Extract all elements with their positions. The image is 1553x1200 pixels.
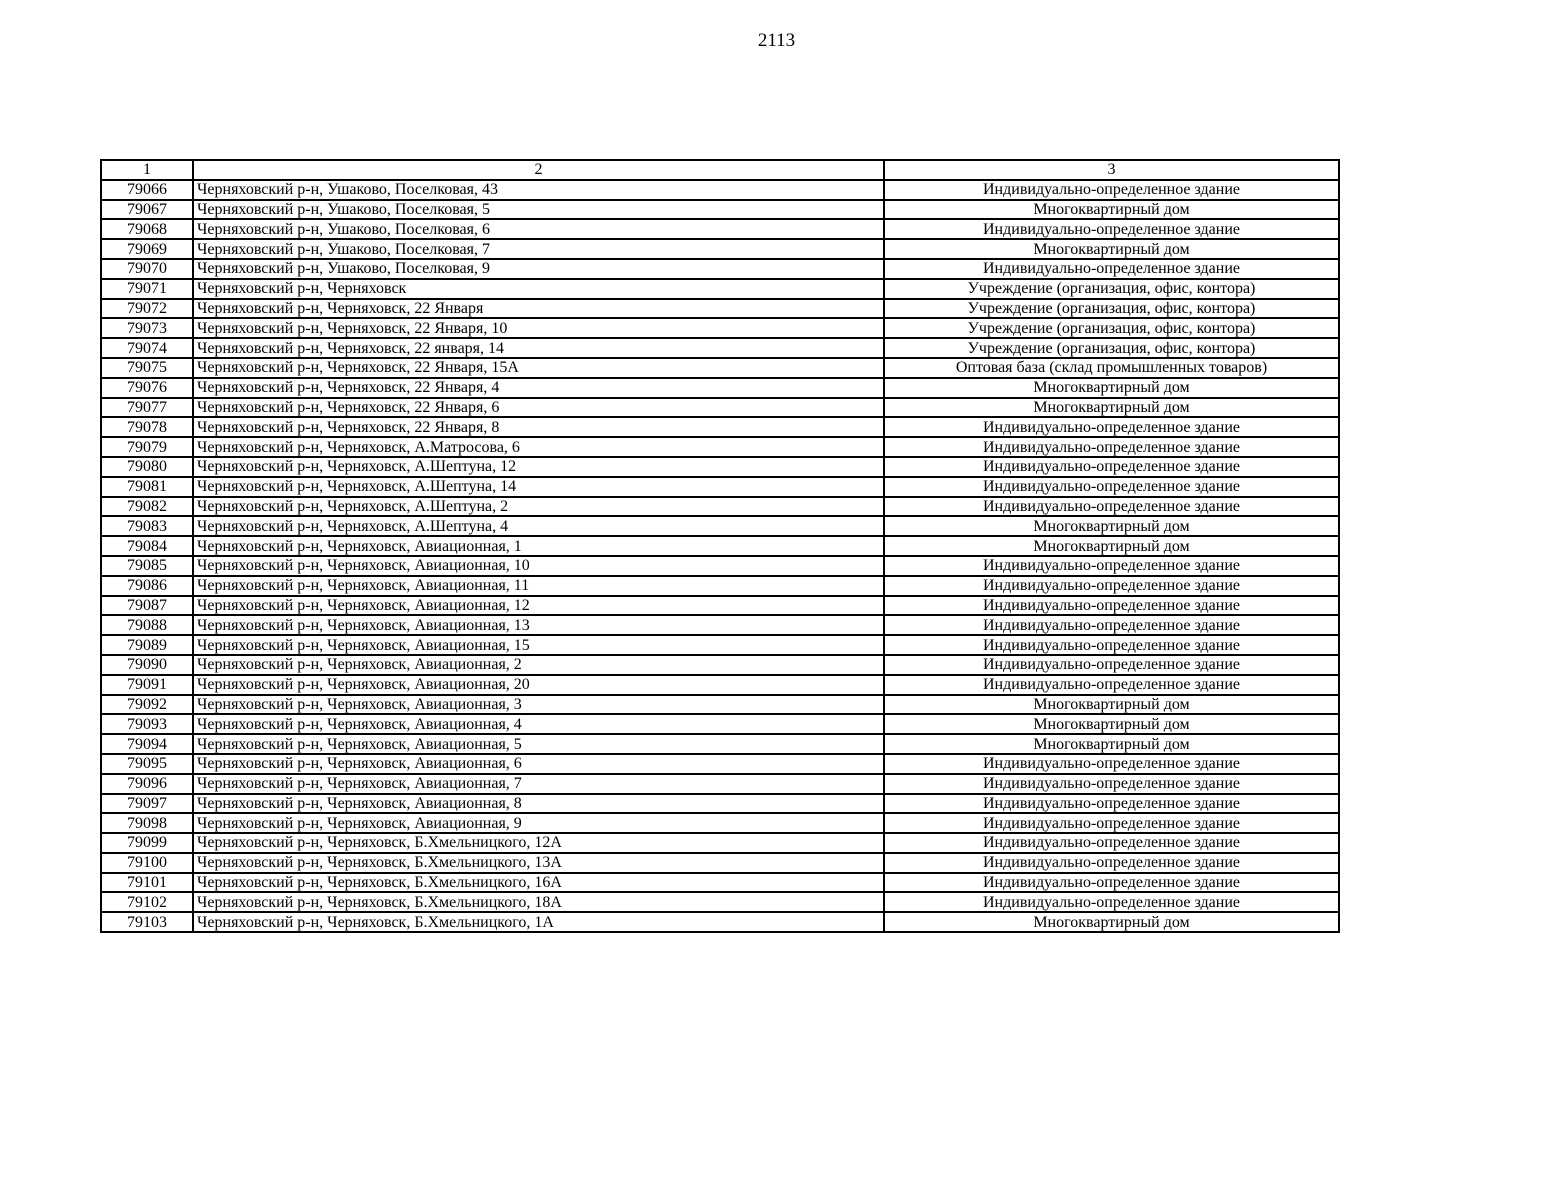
row-id-cell: 79100 xyxy=(101,853,193,873)
row-id-cell: 79074 xyxy=(101,338,193,358)
row-type-cell: Учреждение (организация, офис, контора) xyxy=(884,318,1339,338)
row-id-cell: 79102 xyxy=(101,892,193,912)
row-id-cell: 79095 xyxy=(101,754,193,774)
table-body xyxy=(101,180,1339,932)
row-type-cell: Индивидуально-определенное здание xyxy=(884,497,1339,517)
row-address-cell: Черняховский р-н, Черняховск, 22 Января, 4 xyxy=(193,378,884,398)
row-id-cell: 79069 xyxy=(101,239,193,259)
table-row xyxy=(101,417,1339,437)
table-row xyxy=(101,219,1339,239)
table-row xyxy=(101,200,1339,220)
table-row xyxy=(101,695,1339,715)
header-row xyxy=(101,160,1339,180)
row-address-cell: Черняховский р-н, Черняховск, А.Матросова, 6 xyxy=(193,437,884,457)
registry-table xyxy=(100,159,1340,933)
row-type-cell: Индивидуально-определенное здание xyxy=(884,892,1339,912)
row-id-cell: 79087 xyxy=(101,596,193,616)
row-id-cell: 79096 xyxy=(101,774,193,794)
row-id-cell: 79078 xyxy=(101,417,193,437)
table-row xyxy=(101,873,1339,893)
table-row xyxy=(101,675,1339,695)
table-row xyxy=(101,833,1339,853)
row-type-cell: Индивидуально-определенное здание xyxy=(884,873,1339,893)
row-type-cell: Учреждение (организация, офис, контора) xyxy=(884,279,1339,299)
row-address-cell: Черняховский р-н, Черняховск, Авиационная, 1 xyxy=(193,536,884,556)
row-address-cell: Черняховский р-н, Черняховск, А.Шептуна, 4 xyxy=(193,516,884,536)
table-row xyxy=(101,576,1339,596)
row-type-cell: Индивидуально-определенное здание xyxy=(884,675,1339,695)
row-id-cell: 79085 xyxy=(101,556,193,576)
table-row xyxy=(101,279,1339,299)
page-number: 2113 xyxy=(757,30,796,51)
table-row xyxy=(101,180,1339,200)
row-id-cell: 79068 xyxy=(101,219,193,239)
table-row xyxy=(101,635,1339,655)
row-id-cell: 79084 xyxy=(101,536,193,556)
row-address-cell: Черняховский р-н, Черняховск, Б.Хмельницкого, 1А xyxy=(193,912,884,932)
row-type-cell: Индивидуально-определенное здание xyxy=(884,615,1339,635)
row-type-cell: Многоквартирный дом xyxy=(884,200,1339,220)
table-row xyxy=(101,892,1339,912)
row-address-cell: Черняховский р-н, Черняховск, Авиационная, 13 xyxy=(193,615,884,635)
row-type-cell: Индивидуально-определенное здание xyxy=(884,180,1339,200)
row-type-cell: Индивидуально-определенное здание xyxy=(884,754,1339,774)
header-cell-1: 1 xyxy=(101,160,193,180)
table-row xyxy=(101,516,1339,536)
table-row xyxy=(101,318,1339,338)
row-address-cell: Черняховский р-н, Ушаково, Поселковая, 5 xyxy=(193,200,884,220)
row-id-cell: 79089 xyxy=(101,635,193,655)
row-type-cell: Многоквартирный дом xyxy=(884,912,1339,932)
row-id-cell: 79091 xyxy=(101,675,193,695)
row-address-cell: Черняховский р-н, Черняховск, 22 Января, 8 xyxy=(193,417,884,437)
row-id-cell: 79073 xyxy=(101,318,193,338)
row-id-cell: 79066 xyxy=(101,180,193,200)
table-row xyxy=(101,497,1339,517)
table-row xyxy=(101,299,1339,319)
row-type-cell: Индивидуально-определенное здание xyxy=(884,774,1339,794)
row-address-cell: Черняховский р-н, Черняховск, А.Шептуна, 14 xyxy=(193,477,884,497)
row-address-cell: Черняховский р-н, Черняховск, 22 Января xyxy=(193,299,884,319)
row-type-cell: Индивидуально-определенное здание xyxy=(884,655,1339,675)
row-address-cell: Черняховский р-н, Черняховск, Авиационная, 3 xyxy=(193,695,884,715)
table-row xyxy=(101,556,1339,576)
table-row xyxy=(101,398,1339,418)
row-type-cell: Индивидуально-определенное здание xyxy=(884,437,1339,457)
row-id-cell: 79090 xyxy=(101,655,193,675)
row-id-cell: 79099 xyxy=(101,833,193,853)
row-type-cell: Индивидуально-определенное здание xyxy=(884,596,1339,616)
table-row xyxy=(101,813,1339,833)
row-address-cell: Черняховский р-н, Черняховск, Б.Хмельницкого, 12А xyxy=(193,833,884,853)
row-type-cell: Индивидуально-определенное здание xyxy=(884,576,1339,596)
row-type-cell: Индивидуально-определенное здание xyxy=(884,219,1339,239)
row-id-cell: 79076 xyxy=(101,378,193,398)
table-row xyxy=(101,437,1339,457)
row-type-cell: Индивидуально-определенное здание xyxy=(884,635,1339,655)
row-id-cell: 79094 xyxy=(101,734,193,754)
row-type-cell: Учреждение (организация, офис, контора) xyxy=(884,299,1339,319)
row-id-cell: 79070 xyxy=(101,259,193,279)
row-address-cell: Черняховский р-н, Черняховск, Авиационная, 15 xyxy=(193,635,884,655)
row-address-cell: Черняховский р-н, Черняховск, Авиационная, 7 xyxy=(193,774,884,794)
table-row xyxy=(101,734,1339,754)
row-address-cell: Черняховский р-н, Черняховск, 22 Января, 10 xyxy=(193,318,884,338)
row-address-cell: Черняховский р-н, Черняховск, Авиационная, 10 xyxy=(193,556,884,576)
row-address-cell: Черняховский р-н, Черняховск, Авиационная, 4 xyxy=(193,714,884,734)
row-type-cell: Многоквартирный дом xyxy=(884,714,1339,734)
row-type-cell: Индивидуально-определенное здание xyxy=(884,853,1339,873)
row-address-cell: Черняховский р-н, Черняховск, Авиационная, 5 xyxy=(193,734,884,754)
row-id-cell: 79072 xyxy=(101,299,193,319)
table-row xyxy=(101,615,1339,635)
row-address-cell: Черняховский р-н, Черняховск, Авиационная, 20 xyxy=(193,675,884,695)
row-type-cell: Многоквартирный дом xyxy=(884,695,1339,715)
row-type-cell: Индивидуально-определенное здание xyxy=(884,417,1339,437)
row-address-cell: Черняховский р-н, Черняховск, 22 января, 14 xyxy=(193,338,884,358)
row-address-cell: Черняховский р-н, Ушаково, Поселковая, 6 xyxy=(193,219,884,239)
row-type-cell: Индивидуально-определенное здание xyxy=(884,457,1339,477)
row-type-cell: Индивидуально-определенное здание xyxy=(884,259,1339,279)
row-id-cell: 79082 xyxy=(101,497,193,517)
table-row xyxy=(101,477,1339,497)
row-address-cell: Черняховский р-н, Черняховск, Авиационная, 6 xyxy=(193,754,884,774)
table-row xyxy=(101,536,1339,556)
row-address-cell: Черняховский р-н, Черняховск, 22 Января, 6 xyxy=(193,398,884,418)
table-row xyxy=(101,338,1339,358)
table-row xyxy=(101,358,1339,378)
row-address-cell: Черняховский р-н, Черняховск, Б.Хмельницкого, 18А xyxy=(193,892,884,912)
table-row xyxy=(101,655,1339,675)
row-id-cell: 79101 xyxy=(101,873,193,893)
row-id-cell: 79071 xyxy=(101,279,193,299)
row-address-cell: Черняховский р-н, Черняховск, Авиационная, 11 xyxy=(193,576,884,596)
row-id-cell: 79077 xyxy=(101,398,193,418)
row-address-cell: Черняховский р-н, Черняховск xyxy=(193,279,884,299)
table-row xyxy=(101,457,1339,477)
row-address-cell: Черняховский р-н, Черняховск, Авиационная, 2 xyxy=(193,655,884,675)
table-row xyxy=(101,378,1339,398)
header-cell-3: 3 xyxy=(884,160,1339,180)
row-id-cell: 79067 xyxy=(101,200,193,220)
row-type-cell: Многоквартирный дом xyxy=(884,536,1339,556)
row-address-cell: Черняховский р-н, Черняховск, Авиационная, 12 xyxy=(193,596,884,616)
row-id-cell: 79092 xyxy=(101,695,193,715)
row-type-cell: Индивидуально-определенное здание xyxy=(884,477,1339,497)
header-cell-2: 2 xyxy=(193,160,884,180)
row-address-cell: Черняховский р-н, Черняховск, Б.Хмельницкого, 13А xyxy=(193,853,884,873)
row-id-cell: 79093 xyxy=(101,714,193,734)
row-address-cell: Черняховский р-н, Черняховск, А.Шептуна, 2 xyxy=(193,497,884,517)
row-id-cell: 79088 xyxy=(101,615,193,635)
row-id-cell: 79081 xyxy=(101,477,193,497)
row-id-cell: 79086 xyxy=(101,576,193,596)
row-address-cell: Черняховский р-н, Черняховск, Авиационная, 9 xyxy=(193,813,884,833)
row-type-cell: Многоквартирный дом xyxy=(884,516,1339,536)
table-row xyxy=(101,853,1339,873)
table-row xyxy=(101,774,1339,794)
row-type-cell: Оптовая база (склад промышленных товаров) xyxy=(884,358,1339,378)
table-row xyxy=(101,239,1339,259)
table-row xyxy=(101,714,1339,734)
row-type-cell: Индивидуально-определенное здание xyxy=(884,794,1339,814)
table-header xyxy=(101,160,1339,180)
row-id-cell: 79075 xyxy=(101,358,193,378)
table-row xyxy=(101,596,1339,616)
row-address-cell: Черняховский р-н, Ушаково, Поселковая, 7 xyxy=(193,239,884,259)
row-address-cell: Черняховский р-н, Черняховск, Авиационная, 8 xyxy=(193,794,884,814)
row-id-cell: 79098 xyxy=(101,813,193,833)
row-type-cell: Учреждение (организация, офис, контора) xyxy=(884,338,1339,358)
row-type-cell: Многоквартирный дом xyxy=(884,398,1339,418)
table-row xyxy=(101,754,1339,774)
table-row xyxy=(101,912,1339,932)
row-address-cell: Черняховский р-н, Черняховск, А.Шептуна, 12 xyxy=(193,457,884,477)
row-type-cell: Многоквартирный дом xyxy=(884,239,1339,259)
table-row xyxy=(101,794,1339,814)
row-address-cell: Черняховский р-н, Ушаково, Поселковая, 43 xyxy=(193,180,884,200)
row-type-cell: Индивидуально-определенное здание xyxy=(884,833,1339,853)
row-type-cell: Индивидуально-определенное здание xyxy=(884,813,1339,833)
row-id-cell: 79103 xyxy=(101,912,193,932)
row-id-cell: 79080 xyxy=(101,457,193,477)
row-type-cell: Многоквартирный дом xyxy=(884,734,1339,754)
row-address-cell: Черняховский р-н, Черняховск, 22 Января, 15А xyxy=(193,358,884,378)
row-type-cell: Индивидуально-определенное здание xyxy=(884,556,1339,576)
row-type-cell: Многоквартирный дом xyxy=(884,378,1339,398)
row-id-cell: 79097 xyxy=(101,794,193,814)
row-id-cell: 79083 xyxy=(101,516,193,536)
table-row xyxy=(101,259,1339,279)
row-address-cell: Черняховский р-н, Черняховск, Б.Хмельницкого, 16А xyxy=(193,873,884,893)
row-id-cell: 79079 xyxy=(101,437,193,457)
row-address-cell: Черняховский р-н, Ушаково, Поселковая, 9 xyxy=(193,259,884,279)
